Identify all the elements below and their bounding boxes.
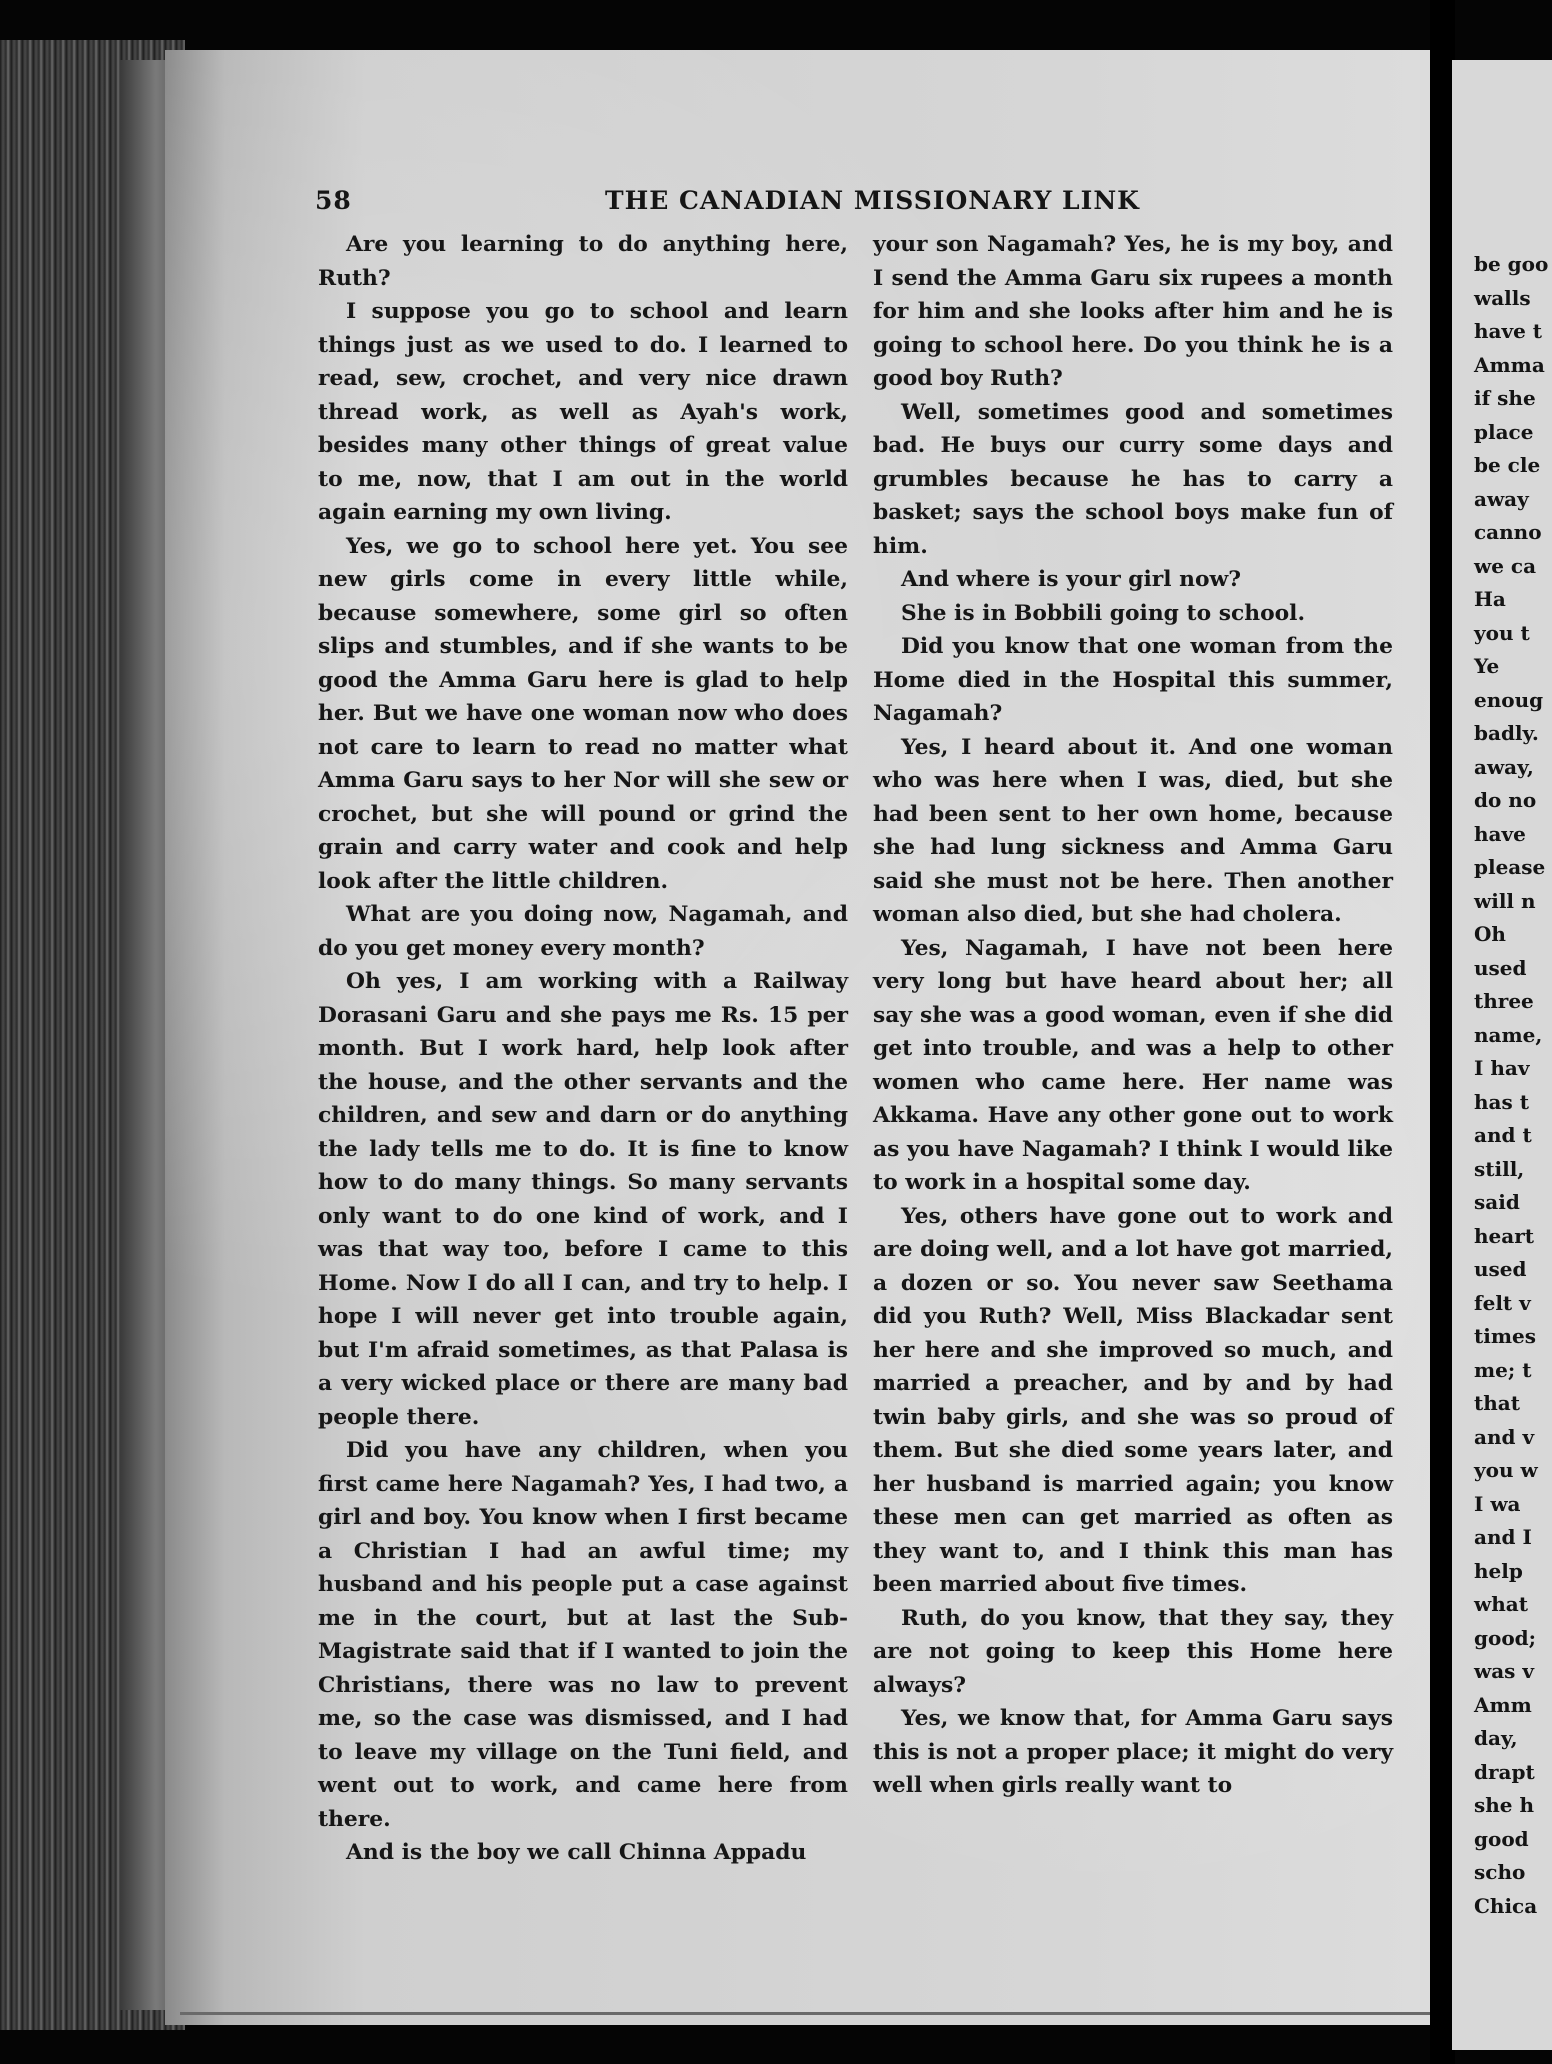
next-page-line: good	[1474, 1826, 1529, 1851]
paragraph: And is the boy we call Chinna Appadu	[346, 1840, 807, 1865]
next-page-line: has t	[1474, 1089, 1529, 1114]
next-page-line: Ha	[1474, 587, 1506, 611]
next-page-line: do no	[1474, 788, 1537, 812]
next-page-line: three	[1474, 989, 1534, 1013]
right-column	[873, 228, 1393, 1803]
paragraph: Yes, others have gone out to work and are doing well, and a lot have got married, a dozen or so. You never saw Seethama did you Ruth? Well, Miss Blackadar sent her here and she improved so much, and married a preacher, and by and by had twin baby girls, and she was so proud of them. But she died some years later, and her husband is married again; you know these men can get married as often as they want to, and I think this man has been married about five times.	[873, 1203, 1393, 1597]
journal-title: THE CANADIAN MISSIONARY LINK	[605, 186, 1140, 215]
next-page-line: name,	[1474, 1022, 1543, 1047]
next-page-line: me; t	[1474, 1357, 1532, 1382]
next-page-line: Oh	[1474, 922, 1506, 946]
paragraph: Oh yes, I am working with a Railway Dorasani Garu and she pays me Rs. 15 per month. But I work hard, help look after the house, and the other servants and the children, and sew and darn or do anything the lady tells me to do. It is fine to know how to do many things. So many servants only want to do one kind of work, and I was that way too, before I came to this Home. Now I do all I can, and try to help. I hope I will never get into trouble again, but I'm afraid sometimes, as that Palasa is a very wicked place or there are many bad people there.	[318, 969, 848, 1430]
next-page-line: be cle	[1474, 453, 1541, 477]
paragraph: Are you learning to do anything here, Ruth?	[318, 232, 848, 291]
next-page-line: heart	[1474, 1223, 1534, 1248]
next-page-line: Ye	[1474, 654, 1500, 678]
paragraph: What are you doing now, Nagamah, and do you get money every month?	[318, 902, 848, 961]
next-page-line: said	[1474, 1190, 1520, 1214]
next-page-line: and v	[1474, 1424, 1535, 1449]
next-page-line: you w	[1474, 1458, 1538, 1482]
next-page-line: and t	[1474, 1123, 1532, 1147]
paragraph: Did you have any children, when you first came here Nagamah? Yes, I had two, a girl and boy. You know when I first became a Christian I had an awful time; my husband and his people put a case against me in the court, but at last the Sub-Magistrate said that if I wanted to join the Christians, there was no law to prevent me, so the case was dismissed, and I had to leave my village on the Tuni field, and went out to work, and came here from there.	[318, 1438, 848, 1832]
next-page-line: help	[1474, 1558, 1523, 1583]
next-page-line: if she	[1474, 386, 1536, 410]
next-page-line: used	[1474, 955, 1527, 980]
next-page-text	[1474, 248, 1552, 1923]
next-page-line: scho	[1474, 1860, 1526, 1884]
next-page-line: canno	[1474, 520, 1542, 544]
next-page-line: away	[1474, 486, 1529, 511]
next-page-line: she h	[1474, 1793, 1535, 1817]
next-page-line: good;	[1474, 1625, 1537, 1650]
next-page-line: we ca	[1474, 553, 1537, 578]
next-page-line: still,	[1474, 1156, 1525, 1181]
next-page-line: please	[1474, 855, 1546, 879]
next-page-line: that	[1474, 1391, 1520, 1415]
next-page-line: you t	[1474, 620, 1530, 645]
next-page-edge	[1452, 60, 1552, 2050]
paragraph: Well, sometimes good and sometimes bad. He buys our curry some days and grumbles because he has to carry a basket; says the school boys make fun of him.	[873, 399, 1393, 559]
paragraph: your son Nagamah? Yes, he is my boy, and I send the Amma Garu six rupees a month for him and she looks after him and he is going to school here. Do you think he is a good boy Ruth?	[873, 232, 1393, 391]
next-page-line: I wa	[1474, 1491, 1521, 1516]
paragraph: I suppose you go to school and learn things just as we used to do. I learned to read, sew, crochet, and very nice drawn thread work, as well as Ayah's work, besides many other things of great value to me, now, that I am out in the world again earning my own living.	[318, 299, 848, 525]
next-page-line: used	[1474, 1257, 1527, 1281]
next-page-line: what	[1474, 1592, 1528, 1616]
next-page-line: Chica	[1474, 1893, 1538, 1918]
next-page-line: Amma	[1474, 352, 1545, 377]
next-page-line: I hav	[1474, 1056, 1530, 1080]
next-page-line: times	[1474, 1324, 1536, 1348]
paragraph: Did you know that one woman from the Home died in the Hospital this summer, Nagamah?	[873, 634, 1393, 726]
paragraph: And where is your girl now?	[901, 567, 1242, 592]
paragraph: She is in Bobbili going to school.	[901, 600, 1306, 626]
paragraph: Yes, Nagamah, I have not been here very long but have heard about her; all say she was a good woman, even if she did get into trouble, and was a help to other women who came here. Her name was Akkama. Have any other gone out to work as you have Nagamah? I think I would like to work in a hospital some day.	[873, 935, 1393, 1195]
next-page-line: will n	[1474, 888, 1536, 913]
page-number: 58	[315, 186, 352, 215]
next-page-line: be goo	[1474, 252, 1549, 276]
next-page-line: Amm	[1474, 1692, 1532, 1717]
next-page-line: away,	[1474, 754, 1534, 779]
next-page-line: place	[1474, 419, 1534, 444]
next-page-line: have	[1474, 821, 1526, 846]
next-page-line: enoug	[1474, 687, 1544, 712]
paragraph: Yes, we go to school here yet. You see new girls come in every little while, because somewhere, some girl so often slips and stumbles, and if she wants to be good the Amma Garu here is glad to help her. But we have one woman now who does not care to learn to read no matter what Amma Garu says to her Nor will she sew or crochet, but she will pound or grind the grain and carry water and cook and help look after the little children.	[318, 533, 848, 894]
paragraph: Ruth, do you know, that they say, they are not going to keep this Home here always?	[873, 1605, 1393, 1698]
next-page-line: day,	[1474, 1726, 1518, 1750]
next-page-line: felt v	[1474, 1290, 1531, 1315]
paragraph: Yes, we know that, for Amma Garu says this is not a proper place; it might do very well when girls really want to	[873, 1706, 1393, 1798]
next-page-line: and I	[1474, 1525, 1532, 1549]
paragraph: Yes, I heard about it. And one woman who was here when I was, died, but she had been sent to her own home, because she had lung sickness and Amma Garu said she must not be here. Then another woman also died, but she had cholera.	[873, 734, 1393, 927]
page-bottom-edge	[180, 2012, 1430, 2015]
next-page-line: have t	[1474, 319, 1543, 343]
next-page-line: walls	[1474, 285, 1531, 310]
next-page-line: was v	[1474, 1659, 1535, 1683]
left-column	[318, 228, 848, 1870]
next-page-line: badly.	[1474, 721, 1539, 745]
next-page-line: drapt	[1474, 1759, 1535, 1784]
